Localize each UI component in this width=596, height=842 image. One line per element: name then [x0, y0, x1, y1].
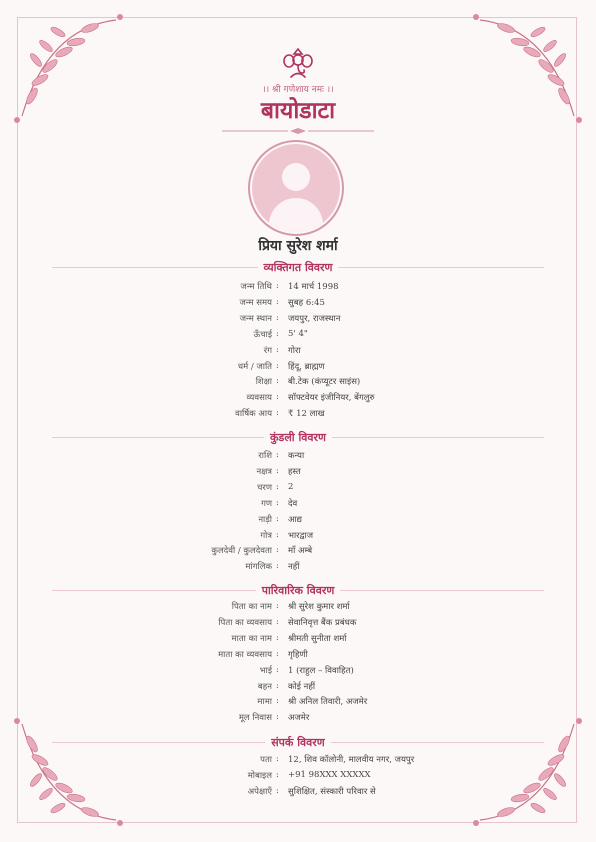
detail-label: गोत्र [260, 530, 272, 541]
detail-value: श्री सुरेश कुमार शर्मा [288, 602, 350, 612]
detail-row [0, 617, 596, 633]
detail-label: वार्षिक आय [235, 409, 272, 420]
detail-label: अपेक्षाएँ [247, 786, 272, 797]
detail-value: गोरा [288, 345, 301, 356]
detail-value: 5' 4" [288, 328, 308, 339]
detail-colon: : [276, 785, 279, 796]
detail-colon: : [276, 344, 279, 355]
detail-row [0, 408, 596, 424]
detail-colon: : [276, 328, 279, 339]
detail-row [0, 561, 596, 577]
detail-row [0, 376, 596, 392]
detail-label: नाड़ी [258, 514, 272, 525]
detail-value: भारद्वाज [288, 530, 314, 541]
detail-value: बी.टेक (कंप्यूटर साइंस) [288, 377, 361, 388]
detail-colon: : [276, 465, 279, 476]
detail-label: जन्म स्थान [239, 313, 272, 324]
detail-row [0, 281, 596, 297]
detail-value: गृहिणी [288, 649, 308, 660]
detail-value: +91 98XXX XXXXX [288, 769, 371, 780]
detail-value: श्रीमती सुनीता शर्मा [288, 633, 347, 644]
detail-colon: : [276, 513, 279, 524]
section-title: पारिवारिक विवरण [256, 584, 341, 597]
detail-value: श्री अनिल तिवारी, अजमेर [288, 697, 368, 708]
detail-row [0, 712, 596, 728]
detail-colon: : [276, 648, 279, 659]
section-heading-kundali [52, 430, 544, 444]
detail-value: जयपुर, राजस्थान [288, 313, 341, 324]
detail-colon: : [276, 281, 279, 291]
detail-value: 2 [288, 481, 294, 492]
detail-colon: : [276, 754, 279, 764]
detail-label: जन्म तिथि [240, 282, 272, 292]
detail-value: सुबह 6:45 [288, 297, 325, 308]
detail-row [0, 514, 596, 530]
detail-row [0, 545, 596, 561]
detail-label: कुलदेवी / कुलदेवता [211, 546, 272, 557]
detail-label: धर्म / जाति [237, 361, 272, 372]
detail-value: अजमेर [288, 713, 310, 724]
detail-label: मूल निवास [238, 713, 272, 724]
page-title: बायोडाटा [260, 97, 336, 124]
detail-label: जन्म समय [239, 297, 272, 308]
detail-value: हिंदू, ब्राह्मण [288, 361, 325, 372]
detail-colon: : [276, 481, 279, 492]
detail-label: रंग [263, 345, 272, 356]
section-heading-personal [52, 260, 544, 274]
detail-row [0, 601, 596, 617]
detail-row [0, 530, 596, 546]
section-title: संपर्क विवरण [265, 736, 331, 749]
detail-colon: : [276, 769, 279, 780]
person-avatar-icon [252, 144, 340, 232]
detail-value: आद्य [288, 514, 303, 525]
detail-row [0, 696, 596, 712]
detail-value: माँ अम्बे [288, 546, 313, 557]
detail-colon: : [276, 408, 279, 419]
detail-row [0, 498, 596, 514]
detail-colon: : [276, 392, 279, 403]
detail-label: माता का व्यवसाय [218, 649, 272, 660]
detail-row [0, 361, 596, 377]
detail-colon: : [276, 497, 279, 508]
section-title: कुंडली विवरण [264, 431, 332, 444]
ganesha-icon [282, 46, 314, 80]
detail-colon: : [276, 529, 279, 540]
detail-row [0, 482, 596, 498]
ornamental-divider [222, 128, 374, 134]
detail-label: पता [260, 755, 272, 765]
detail-label: माता का नाम [231, 633, 272, 644]
section-heading-contact [52, 735, 544, 749]
detail-label: मोबाइल [247, 770, 272, 781]
detail-label: भाई [259, 665, 272, 676]
detail-label: मांगलिक [245, 562, 272, 573]
detail-value: कोई नहीं [288, 681, 316, 692]
detail-value: 14 मार्च 1998 [288, 282, 339, 292]
detail-value: देव [288, 498, 298, 509]
detail-row [0, 633, 596, 649]
detail-colon: : [276, 632, 279, 643]
detail-colon: : [276, 712, 279, 723]
section-heading-family [52, 583, 544, 597]
detail-value: ₹ 12 लाख [288, 409, 325, 420]
detail-value: सॉफ्टवेयर इंजीनियर, बेंगलुरु [288, 393, 375, 404]
detail-colon: : [276, 376, 279, 387]
detail-colon: : [276, 545, 279, 556]
detail-value: 12, शिव कॉलोनी, मालवीय नगर, जयपुर [288, 755, 415, 765]
detail-colon: : [276, 296, 279, 307]
detail-label: राशि [258, 451, 272, 461]
detail-value: कन्या [288, 451, 305, 461]
candidate-name: प्रिया सुरेश शर्मा [258, 238, 338, 254]
detail-label: पिता का व्यवसाय [218, 617, 272, 628]
section-title: व्यक्तिगत विवरण [258, 261, 339, 274]
detail-row [0, 466, 596, 482]
detail-value: 1 (राहुल – विवाहित) [288, 665, 354, 676]
detail-value: हस्त [288, 466, 301, 477]
detail-label: पिता का नाम [231, 602, 272, 612]
detail-colon: : [276, 450, 279, 460]
detail-row [0, 754, 596, 770]
detail-row [0, 681, 596, 697]
detail-label: व्यवसाय [246, 393, 272, 404]
detail-label: बहन [257, 681, 272, 692]
detail-colon: : [276, 696, 279, 707]
detail-colon: : [276, 360, 279, 371]
detail-value: सेवानिवृत्त बैंक प्रबंधक [288, 617, 357, 628]
detail-value: नहीं [288, 562, 300, 573]
detail-row [0, 297, 596, 313]
detail-row [0, 649, 596, 665]
detail-colon: : [276, 312, 279, 323]
detail-label: ऊँचाई [253, 329, 272, 340]
invocation-text: ।। श्री गणेशाय नमः ।। [262, 85, 334, 95]
detail-row [0, 329, 596, 345]
detail-label: चरण [256, 482, 272, 493]
detail-row [0, 786, 596, 802]
detail-label: शिक्षा [255, 377, 272, 388]
detail-row [0, 392, 596, 408]
detail-colon: : [276, 680, 279, 691]
detail-label: मामा [257, 697, 272, 708]
detail-colon: : [276, 616, 279, 627]
detail-value: सुशिक्षित, संस्कारी परिवार से [288, 786, 376, 797]
detail-row [0, 770, 596, 786]
detail-row [0, 450, 596, 466]
detail-label: नक्षत्र [256, 466, 272, 477]
detail-row [0, 313, 596, 329]
detail-row [0, 665, 596, 681]
detail-label: गण [261, 498, 272, 509]
detail-colon: : [276, 561, 279, 572]
detail-colon: : [276, 601, 279, 611]
detail-row [0, 345, 596, 361]
detail-colon: : [276, 664, 279, 675]
